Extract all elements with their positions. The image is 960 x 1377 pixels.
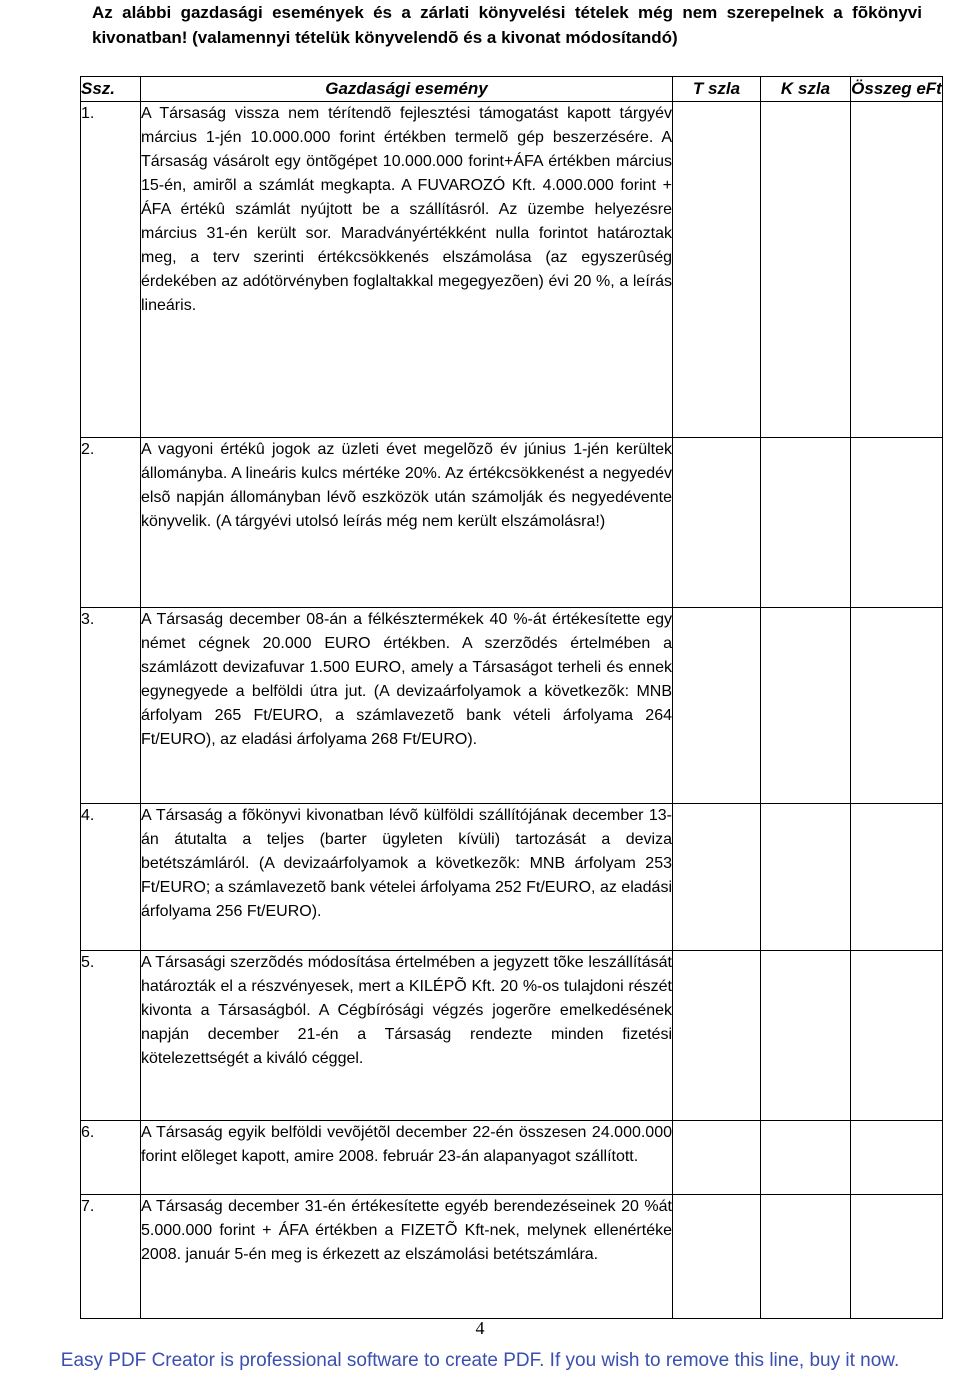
header-amount: Összeg eFt — [851, 77, 943, 102]
debit-account-cell — [673, 1195, 761, 1319]
table-row — [81, 804, 943, 951]
event-description — [141, 951, 673, 1121]
table-row — [81, 1195, 943, 1319]
row-number: 2. — [81, 438, 141, 608]
amount-cell — [851, 1195, 943, 1319]
event-description — [141, 1121, 673, 1195]
table-row — [81, 608, 943, 804]
credit-account-cell — [761, 608, 851, 804]
event-description — [141, 102, 673, 438]
row-number: 1. — [81, 102, 141, 438]
event-description — [141, 438, 673, 608]
credit-account-cell — [761, 951, 851, 1121]
table-row — [81, 102, 943, 438]
events-table — [80, 76, 943, 1319]
debit-account-cell — [673, 102, 761, 438]
row-number: 6. — [81, 1121, 141, 1195]
event-text: A Társaság vissza nem térítendõ fejlesztési támogatást kapott tárgyév március 1-jén 10.000.000 forint értékben termelõ gép beszerzésére. A Társaság vásárolt egy öntõgépet 10.000.000 forint+ÁFA értékben március 15-én, amirõl a számlát megkapta. A FUVAROZÓ Kft. 4.000.000 forint + ÁFA értékû számlát nyújtott be a szállításról. Az üzembe helyezésre március 31-én került sor. Maradványértékként nulla forintot határoztak meg, a terv szerinti értékcsökkenés elszámolása (az egyszerûség érdekében az adótörvényben foglaltakkal megegyezõen) évi 20 %, a leírás lineáris. — [141, 105, 672, 314]
row-number: 4. — [81, 804, 141, 951]
table-header-row — [81, 77, 943, 102]
debit-account-cell — [673, 804, 761, 951]
table-row — [81, 951, 943, 1121]
event-text: A vagyoni értékû jogok az üzleti évet megelõzõ év június 1-jén kerültek állományba. A lineáris kulcs mértéke 20%. Az értékcsökkenést a negyedév elsõ napján állományban lévõ eszközök után számolják és negyedévente könyvelik. (A tárgyévi utolsó leírás még nem került elszámolásra!) — [141, 441, 672, 530]
amount-cell — [851, 608, 943, 804]
credit-account-cell — [761, 1195, 851, 1319]
debit-account-cell — [673, 608, 761, 804]
row-number: 7. — [81, 1195, 141, 1319]
credit-account-cell — [761, 438, 851, 608]
row-number: 5. — [81, 951, 141, 1121]
header-number: Ssz. — [81, 77, 141, 102]
page-number: 4 — [475, 1318, 485, 1338]
event-text: A Társaság egyik belföldi vevõjétõl december 22-én összesen 24.000.000 forint elõleget kapott, amire 2008. február 23-án alapanyagot szállított. — [141, 1124, 672, 1165]
amount-cell — [851, 804, 943, 951]
event-description — [141, 608, 673, 804]
event-text: A Társasági szerzõdés módosítása értelmében a jegyzett tõke leszállítását határozták el a részvényesek, mert a KILÉPÕ Kft. 20 %-os tulajdoni részét kivonta a Társaságból. A Cégbírósági végzés jogerõre emelkedésének napján december 21-én a Társaság rendezte minden fizetési kötelezettségét a kiváló céggel. — [141, 954, 672, 1067]
footer-banner: Easy PDF Creator is professional software to create PDF. If you wish to remove this line, buy it now. — [60, 1350, 900, 1371]
header-debit-account: T szla — [673, 77, 761, 102]
table-row — [81, 438, 943, 608]
debit-account-cell — [673, 951, 761, 1121]
debit-account-cell — [673, 1121, 761, 1195]
event-text: A Társaság december 31-én értékesítette egyéb berendezéseinek 20 %át 5.000.000 forint + ÁFA értékben a FIZETÕ Kft-nek, melynek ellenértéke 2008. január 5-én meg is érkezett az elszámolási betétszámlára. — [141, 1198, 672, 1263]
event-description — [141, 804, 673, 951]
credit-account-cell — [761, 1121, 851, 1195]
amount-cell — [851, 1121, 943, 1195]
row-number: 3. — [81, 608, 141, 804]
event-text: A Társaság december 08-án a félkésztermékek 40 %-át értékesítette egy német cégnek 20.000 EURO értékben. A szerzõdés értelmében a számlázott devizafuvar 1.500 EURO, amely a Társaságot terheli és ennek egynegyede a belföldi útra jut. (A devizaárfolyamok a következõk: MNB árfolyam 265 Ft/EURO, a számlavezetõ bank vételi árfolyama 264 Ft/EURO), az eladási árfolyama 268 Ft/EURO). — [141, 611, 672, 748]
header-credit-account: K szla — [761, 77, 851, 102]
intro-text: Az alábbi gazdasági események és a zárlati könyvelési tételek még nem szerepelnek a fõkönyvi kivonatban! (valamennyi tételük könyvelendõ és a kivonat módosítandó) — [92, 3, 922, 47]
amount-cell — [851, 102, 943, 438]
amount-cell — [851, 438, 943, 608]
debit-account-cell — [673, 438, 761, 608]
table-row — [81, 1121, 943, 1195]
event-text: A Társaság a fõkönyvi kivonatban lévõ külföldi szállítójának december 13-án átutalta a teljes (barter ügyleten kívüli) tartozását a deviza betétszámláról. (A devizaárfolyamok a következõk: MNB árfolyam 253 Ft/EURO; a számlavezetõ bank vételei árfolyama 252 Ft/EURO, az eladási árfolyama 256 Ft/EURO). — [141, 807, 672, 920]
header-event: Gazdasági esemény — [141, 77, 673, 102]
credit-account-cell — [761, 804, 851, 951]
event-description — [141, 1195, 673, 1319]
amount-cell — [851, 951, 943, 1121]
credit-account-cell — [761, 102, 851, 438]
